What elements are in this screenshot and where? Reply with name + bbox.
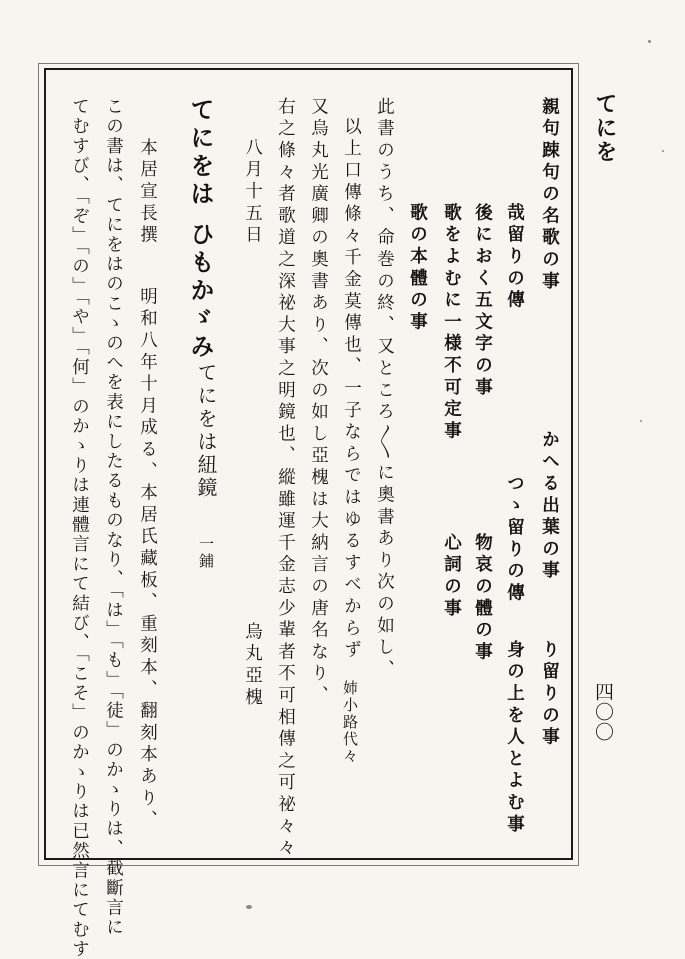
paper-speck (648, 40, 651, 43)
page-number: 四〇〇 (592, 682, 614, 742)
entry-go-moji: 後におく五文字の事 (472, 203, 493, 400)
note-kanbun: 右之條々者歌道之深祕大事之明鏡也、縱雖運千金志少輩者不可相傳之可祕々々 (275, 97, 296, 860)
paper-speck (640, 420, 642, 422)
entry-hontai: 歌の本體の事 (407, 203, 428, 334)
section-title: てにをは ひもかゞみ (186, 97, 215, 362)
note-okugaki-intro: 此書のうち、命巻の終、又ところ〳〵に奧書あり次の如し、 (374, 97, 395, 682)
entry-uta-wo-yomu: 歌をよむに一様不可定事 (441, 203, 462, 443)
paper-speck (662, 150, 664, 152)
entry-kaeru-ideha: かへる出葉の事 (539, 430, 560, 583)
entry-shinku-soku: 親句踈句の名歌の事 (539, 97, 560, 294)
section-subtitle: てにをは紐鏡 (194, 362, 218, 500)
running-title: てにを (592, 92, 618, 164)
note-signature: 烏丸亞槐 (242, 622, 263, 710)
entry-kana-dome: 哉留りの傳 (504, 203, 525, 312)
entry-mi-no-ue: 身の上を人とよむ事 (504, 640, 525, 837)
note-date: 八月十五日 (242, 138, 263, 247)
paper-speck (246, 905, 252, 909)
entry-kokoro-kotoba: 心詞の事 (441, 533, 462, 621)
section-desc-line2: てむすび、「ぞ」「の」「や」「何」のかゝりは連體言にて結び、「こそ」のかゝりは已然言にてむす (69, 97, 90, 959)
section-publication: 明和八年十月成る、本居氏藏板、重刻本、翻刻本あり、 (137, 287, 158, 832)
note-kuden: 以上口傳條々千金莫傳也、一子ならではゆるすべからず (341, 117, 362, 662)
section-desc-line1: この書は、てにをはのこゝのへを表にしたるものなり、「は」「も」「徒」のかゝりは、截斷言に (103, 97, 124, 938)
note-karasumaru: 又烏丸光廣卿の奧書あり、次の如し亞槐は大納言の唐名なり、 (308, 97, 329, 708)
note-anekoji: 姉小路代々 (341, 680, 359, 765)
section-count: 一鋪 (197, 536, 215, 570)
entry-mono-aware: 物哀の體の事 (472, 533, 493, 664)
section-author: 本居宣長撰 (137, 138, 158, 247)
entry-ri-dome: り留りの事 (539, 640, 560, 749)
entry-tsutsu-dome: つゝ留りの傳 (504, 474, 525, 605)
